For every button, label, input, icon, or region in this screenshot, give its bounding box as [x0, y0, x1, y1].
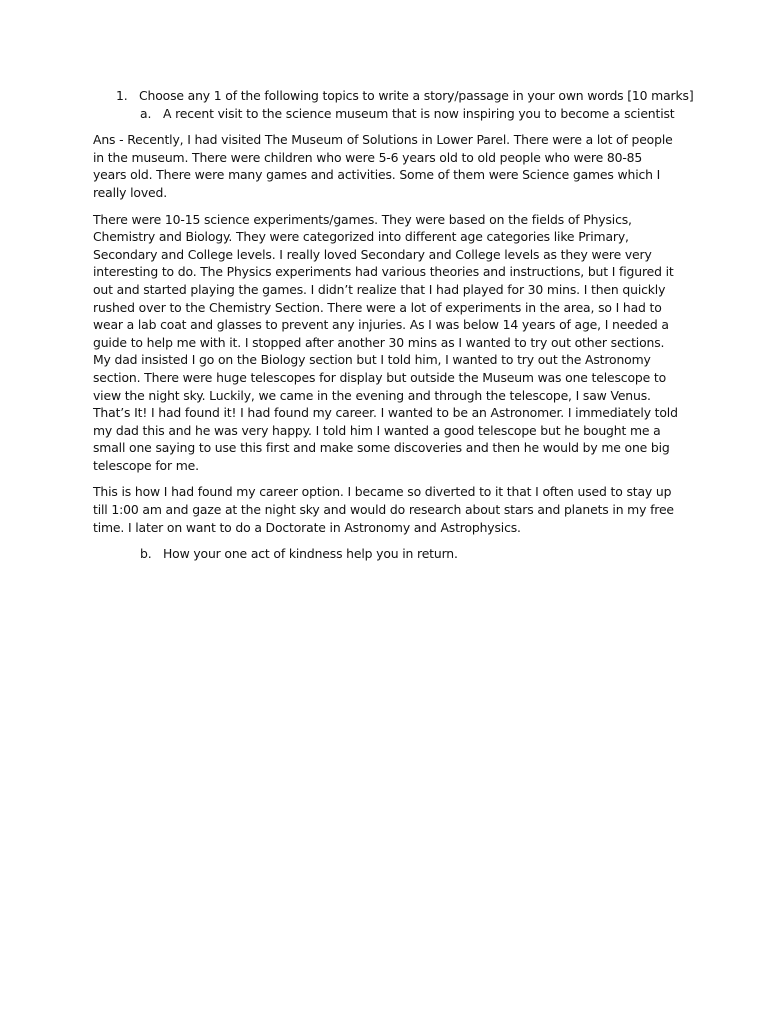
question-number: 1.	[116, 88, 128, 103]
topic-a-text: A recent visit to the science museum that is now inspiring you to become a scientist	[163, 105, 675, 121]
topic-a	[93, 105, 678, 123]
question-1	[93, 87, 694, 105]
topic-b	[93, 545, 678, 563]
topic-b-letter: b.	[140, 546, 152, 562]
answer-paragraph-3: This is how I had found my career option. I became so diverted to it that I often used to stay up till 1:00 am and gaze at the night sky and would do research about stars and planets in my free time. I later on want to do a Doctorate in Astronomy and Astrophysics.	[93, 484, 674, 535]
document-body	[93, 87, 694, 563]
topic-b-text: How your one act of kindness help you in return.	[163, 546, 458, 562]
answer-paragraph-2: There were 10-15 science experiments/games. They were based on the fields of Physics, Chemistry and Biology. They were categorized into different age categories like Primary, Secondary and College levels. I really loved Secondary and College levels as they were very interesting to do. The Physics experiments had various theories and instructions, but I figured it out and started playing the games. I didn’t realize that I had played for 30 mins. I then quickly rushed over to the Chemistry Section. There were a lot of experiments in the area, so I had to wear a lab coat and glasses to prevent any injuries. As I was below 14 years of age, I needed a guide to help me with it. I stopped after another 30 mins as I wanted to try out other sections. My dad insisted I go on the Biology section but I told him, I wanted to try out the Astronomy section. There were huge telescopes for display but outside the Museum was one telescope to view the night sky. Luckily, we came in the evening and through the telescope, I saw Venus. That’s It! I had found it! I had found my career. I wanted to be an Astronomer. I immediately told my dad this and he was very happy. I told him I wanted a good telescope but he bought me a small one saying to use this first and make some discoveries and then he would by me one big telescope for me.	[93, 211, 678, 473]
answer-paragraph-1: Ans - Recently, I had visited The Museum of Solutions in Lower Parel. There were a lot of people in the museum. There were children who were 5-6 years old to old people who were 80-85 years old. There were many games and activities. Some of them were Science games which I really loved.	[93, 132, 673, 200]
topic-a-letter: a.	[140, 105, 152, 121]
question-text: Choose any 1 of the following topics to write a story/passage in your own words [10 marks]	[139, 88, 694, 103]
